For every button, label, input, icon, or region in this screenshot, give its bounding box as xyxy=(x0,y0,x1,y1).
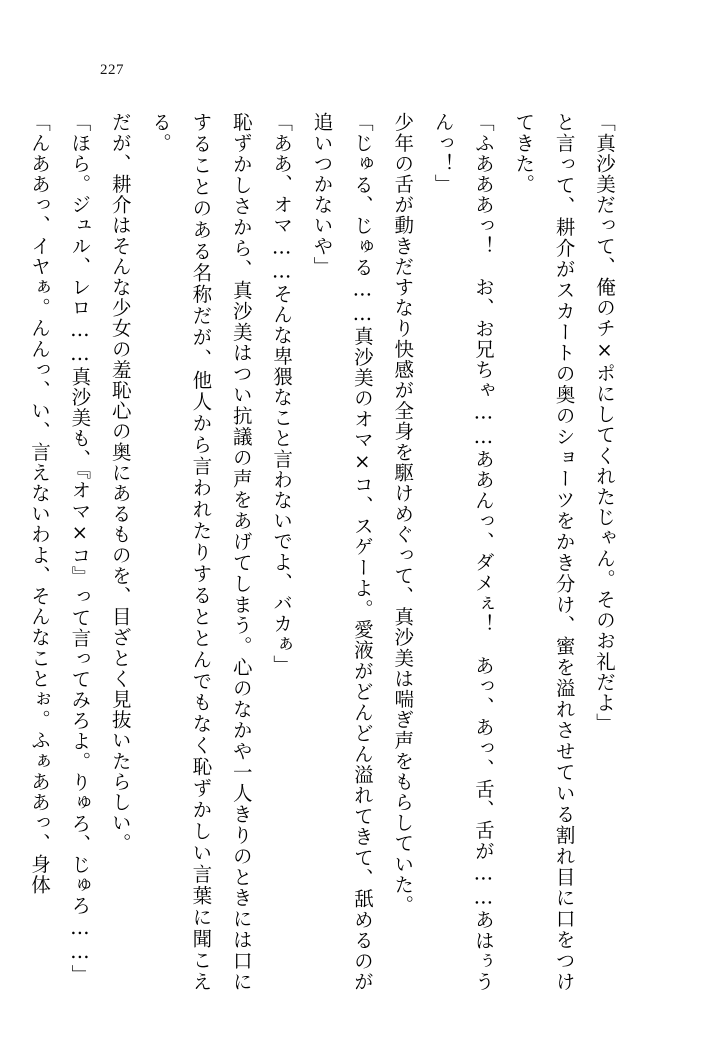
page-text-body xyxy=(27,112,624,992)
paragraph: 恥ずかしさから、真沙美はつい抗議の声をあげてしまう。心のなかや一人きりのときには口にすることのある名称だが、他人から言われたりするととんでもなく恥ずかしい言葉に聞こえる。 xyxy=(149,112,253,992)
paragraph: 「真沙美だって、俺のチ×ポにしてくれたじゃん。そのお礼だよ」 xyxy=(593,112,616,734)
paragraph: だが、耕介はそんな少女の羞恥心の奥にあるものを、目ざとく見抜いたらしい。 xyxy=(108,112,132,854)
paragraph: 「ほら。ジュル、レロ……真沙美も、『オマ×コ』って言ってみろよ。りゅろ、じゅろ……」 xyxy=(68,112,92,985)
paragraph: 「ああ、オマ……そんな卑猥なこと言わないでよ、バカぁ」 xyxy=(270,112,294,676)
paragraph: 少年の舌が動きだすなり快感が全身を駆けめぐって、真沙美は喘ぎ声をもらしていた。 xyxy=(391,112,415,916)
paragraph: と言って、耕介がスカートの奥のショーツをかき分け、蜜を溢れさせている割れ目に口をつけてきた。 xyxy=(512,112,576,992)
paragraph: 「ふあああっ！ お、お兄ちゃ……ああんっ、ダメぇ！ あっ、あっ、舌、舌が……あはぅうんっ！」 xyxy=(431,112,495,992)
paragraph: 「んああっ、イヤぁ。んんっ、い、言えないわよ、そんなことぉ。ふぁああっ、身体 xyxy=(27,112,51,895)
paragraph: 「じゅる、じゅる……真沙美のオマ×コ、スゲーよ。愛液がどんどん溢れてきて、舐めるのが追いつかないや」 xyxy=(310,112,374,992)
page-number: 227 xyxy=(100,62,124,78)
